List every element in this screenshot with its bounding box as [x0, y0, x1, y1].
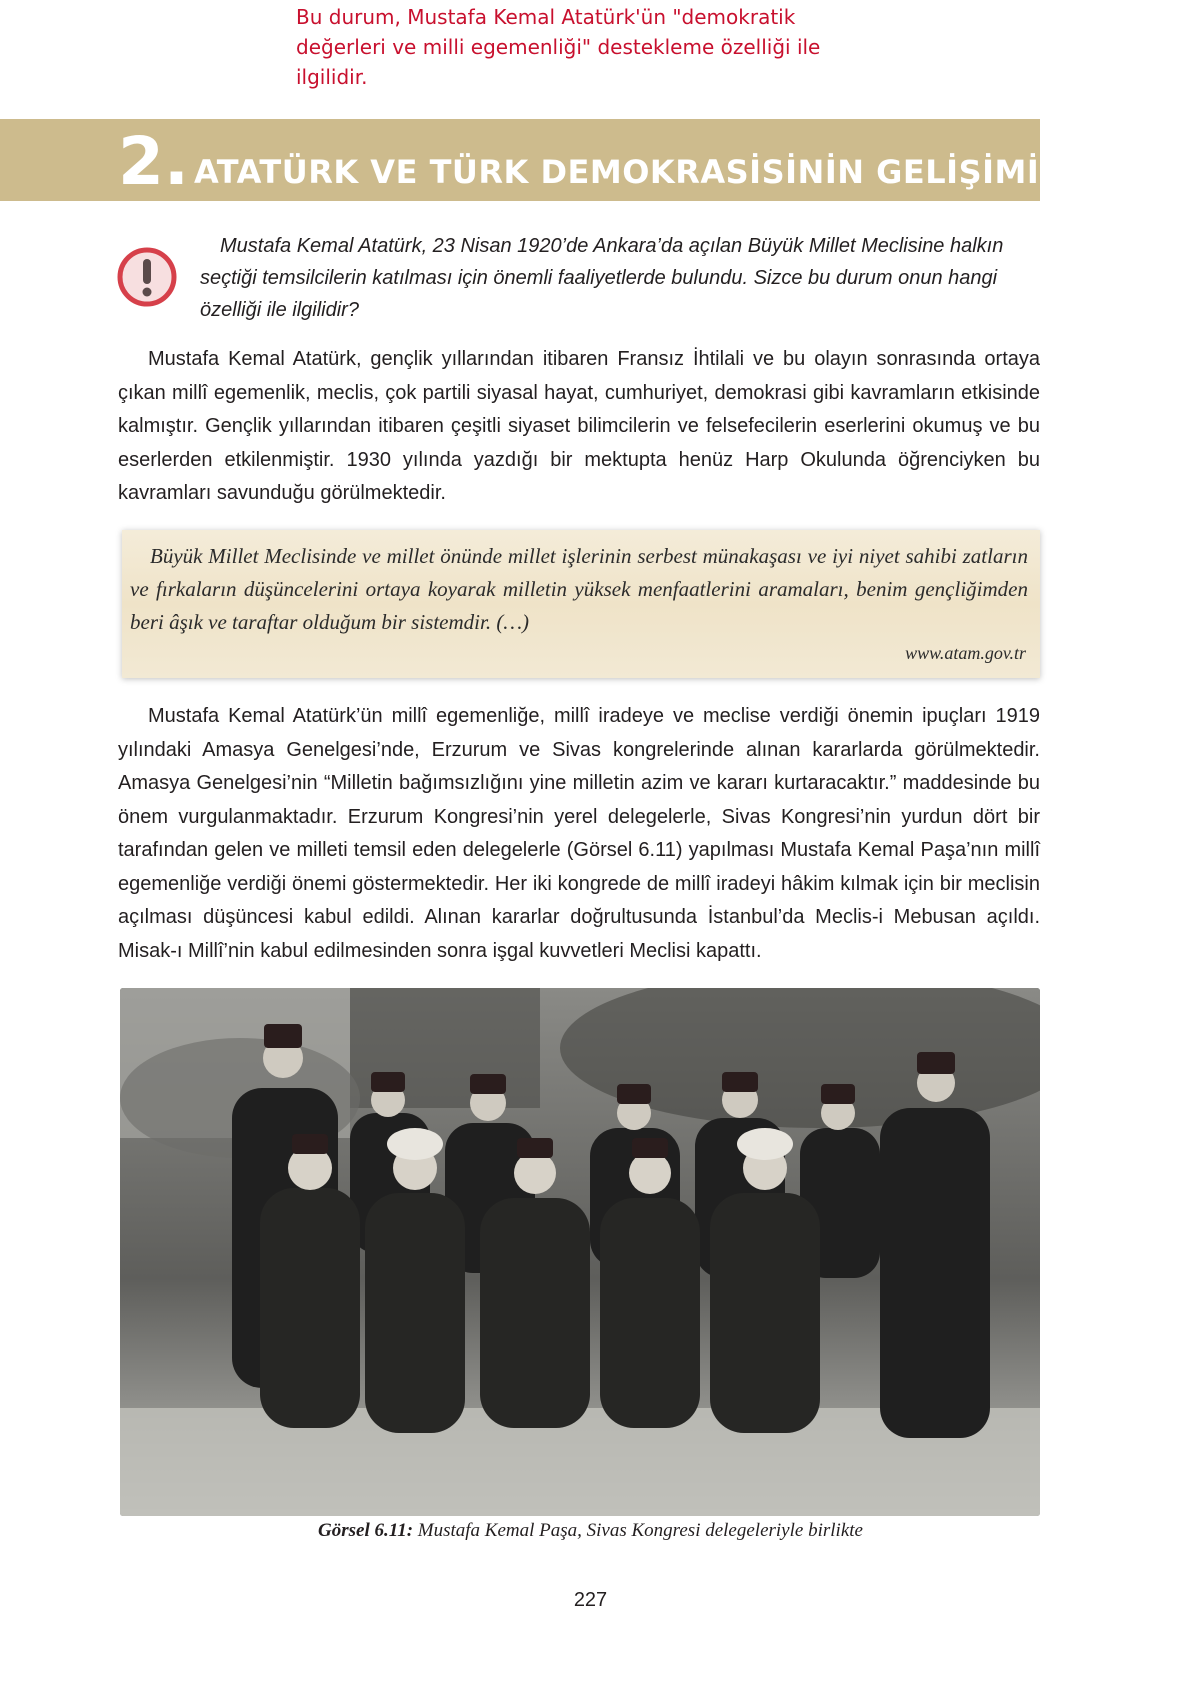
paragraph-text: Mustafa Kemal Atatürk, gençlik yıllarından itibaren Fransız İhtilali ve bu olayın sonrasında ortaya çıkan millî egemenlik, meclis, çok partili siyasal hayat, cumhuriyet, demokrasi gibi kavramların etkisinde kalmıştır. Gençlik yıllarından itibaren çeşitli siyaset bilimcilerin ve felsefecilerin eserlerini okumuş ve bu eserlerden etkilenmiştir. 1930 yılında yazdığı bir mektupta henüz Harp Okulunda öğrenciyken bu kavramları savunduğu görülmektedir. — [118, 348, 1040, 504]
question-line: özelliği ile ilgilidir? — [200, 299, 359, 321]
question-box — [200, 230, 1040, 326]
group-photo-illustration — [120, 988, 1040, 1516]
annotation-line: ilgilidir. — [296, 65, 368, 89]
annotation-note — [296, 2, 856, 92]
historical-photo — [120, 988, 1040, 1516]
figure-caption — [0, 1520, 1181, 1542]
exclamation-icon — [116, 246, 178, 308]
annotation-line: değerleri ve milli egemenliği" destekleme özelliği ile — [296, 35, 821, 59]
section-number: 2. — [118, 123, 189, 200]
quote-text: Büyük Millet Meclisinde ve millet önünde millet işlerinin serbest münakaşası ve iyi niyet sahibi zatların ve fırkaların düşüncelerini ortaya koyarak milletin yüksek menfaatlerini aramaları, benim gençliğimden beri âşık ve taraftar olduğum bir sistemdir. (…) — [130, 544, 1028, 634]
annotation-line: Bu durum, Mustafa Kemal Atatürk'ün "demokratik — [296, 5, 796, 29]
figure-label: Görsel 6.11: — [318, 1520, 414, 1541]
quote-box — [122, 530, 1040, 678]
section-title: ATATÜRK VE TÜRK DEMOKRASİSİNİN GELİŞİMİ — [194, 153, 1040, 191]
page-number: 227 — [573, 1589, 608, 1611]
paragraph-text: Mustafa Kemal Atatürk’ün millî egemenliğe, millî iradeye ve meclise verdiği önemin ipuçları 1919 yılındaki Amasya Genelgesi’nde, Erzurum ve Sivas kongrelerinde alınan kararlarda görülmektedir. Amasya Genelgesi’nin “Milletin bağımsızlığını yine milletin azim ve kararı kurtaracaktır.” maddesinde bu önem vurgulanmaktadır. Erzurum Kongresi’nin yerel delegelerle, Sivas Kongresi’nin yurdun dört bir tarafından gelen ve milleti temsil eden delegelerle (Görsel 6.11) yapılması Mustafa Kemal Paşa’nın millî egemenliğe verdiği önemi göstermektedir. Her iki kongrede de millî iradeyi hâkim kılmak için bir meclisin açılması düşüncesi kabul edildi. Alınan kararlar doğrultusunda İstanbul’da Meclis-i Mebusan açıldı. Misak-ı Millî’nin kabul edilmesinden sonra işgal kuvvetleri Meclisi kapattı. — [118, 705, 1040, 962]
figure-caption-text: Mustafa Kemal Paşa, Sivas Kongresi delegeleriyle birlikte — [417, 1520, 863, 1541]
body-paragraph-2 — [118, 700, 1040, 968]
body-paragraph-1 — [118, 343, 1040, 511]
question-line: seçtiği temsilcilerin katılması için önemli faaliyetlerde bulundu. Sizce bu durum onun hangi — [200, 267, 998, 289]
question-line: Mustafa Kemal Atatürk, 23 Nisan 1920’de Ankara’da açılan Büyük Millet Meclisine halkın — [220, 235, 1004, 257]
quote-source: www.atam.gov.tr — [905, 643, 1026, 663]
quote-text-container — [130, 540, 1028, 639]
